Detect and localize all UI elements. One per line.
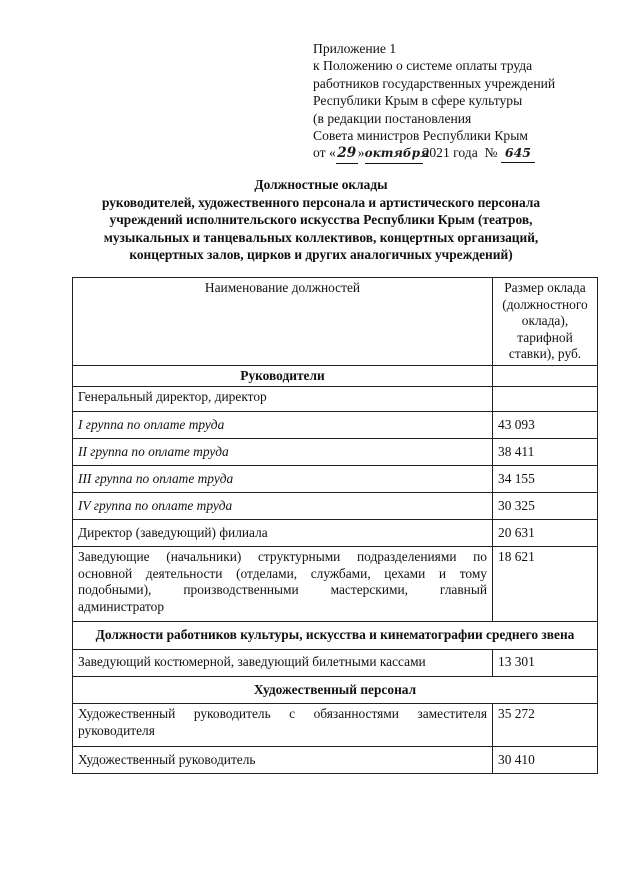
row-value: 30 410 (493, 747, 598, 774)
row-name: II группа по оплате труда (73, 439, 493, 466)
table-row (73, 747, 598, 774)
title-line: Должностные оклады (254, 177, 388, 192)
row-value (493, 387, 598, 412)
title-line: учреждений исполнительского искусства Республики Крым (театров, (109, 212, 533, 228)
document-title (40, 176, 602, 264)
handwritten-day: 29 (336, 145, 358, 163)
table-row (73, 547, 598, 622)
section-label: Руководители (73, 365, 493, 387)
table-row (73, 649, 598, 676)
row-name: Художественный руководитель с обязанностями заместителя руководителя (73, 704, 493, 747)
date-year: 2021 года (422, 145, 478, 161)
date-prefix: от « (313, 145, 336, 161)
row-value: 20 631 (493, 520, 598, 547)
section-empty-cell (493, 365, 598, 387)
row-value: 34 155 (493, 466, 598, 493)
table-row (73, 412, 598, 439)
row-name: Заведующий костюмерной, заведующий билетными кассами (73, 649, 493, 676)
section-row (73, 622, 598, 650)
annex-line: Совета министров Республики Крым (313, 128, 528, 144)
salary-table (72, 277, 598, 774)
table-header-row (73, 278, 598, 366)
section-row (73, 676, 598, 704)
row-value: 13 301 (493, 649, 598, 676)
row-name: Заведующие (начальники) структурными подразделениями по основной деятельности (отделами, службами, цехами и тому подобными), производственными мастерскими, главный администратор (73, 547, 493, 622)
row-name: Художественный руководитель (73, 747, 493, 774)
row-name: Генеральный директор, директор (73, 387, 493, 412)
section-label: Художественный персонал (73, 676, 598, 704)
table-row (73, 439, 598, 466)
annex-line: Приложение 1 (313, 41, 397, 56)
row-name: III группа по оплате труда (73, 466, 493, 493)
annex-block (313, 40, 633, 164)
number-sign: № (484, 145, 498, 161)
annex-line: (в редакции постановления (313, 110, 472, 126)
handwritten-number: 645 (501, 144, 535, 162)
section-row (73, 365, 598, 387)
table-row (73, 387, 598, 412)
annex-date-line (313, 144, 633, 163)
date-mid: » (357, 145, 365, 161)
table-row (73, 704, 598, 747)
header-salary: Размер оклада (должностного оклада), тарифной ставки), руб. (493, 278, 598, 366)
handwritten-month: октября (365, 145, 423, 163)
row-name: IV группа по оплате труда (73, 493, 493, 520)
annex-line: к Положению о системе оплаты труда (313, 58, 533, 74)
row-name: I группа по оплате труда (73, 412, 493, 439)
row-value: 18 621 (493, 547, 598, 622)
table-row (73, 493, 598, 520)
table-row (73, 466, 598, 493)
row-value: 38 411 (493, 439, 598, 466)
title-line: руководителей, художественного персонала и артистического персонала (101, 194, 541, 210)
annex-line: работников государственных учреждений (313, 75, 556, 91)
row-value: 35 272 (493, 704, 598, 747)
header-position: Наименование должностей (73, 278, 493, 366)
table-row (73, 520, 598, 547)
annex-line: Республики Крым в сфере культуры (313, 93, 523, 109)
row-name: Директор (заведующий) филиала (73, 520, 493, 547)
section-label: Должности работников культуры, искусства и кинематографии среднего звена (73, 622, 598, 650)
title-line: концертных залов, цирков и других аналогичных учреждений) (129, 247, 513, 263)
title-line: музыкальных и танцевальных коллективов, концертных организаций, (103, 229, 539, 245)
row-value: 43 093 (493, 412, 598, 439)
row-value: 30 325 (493, 493, 598, 520)
